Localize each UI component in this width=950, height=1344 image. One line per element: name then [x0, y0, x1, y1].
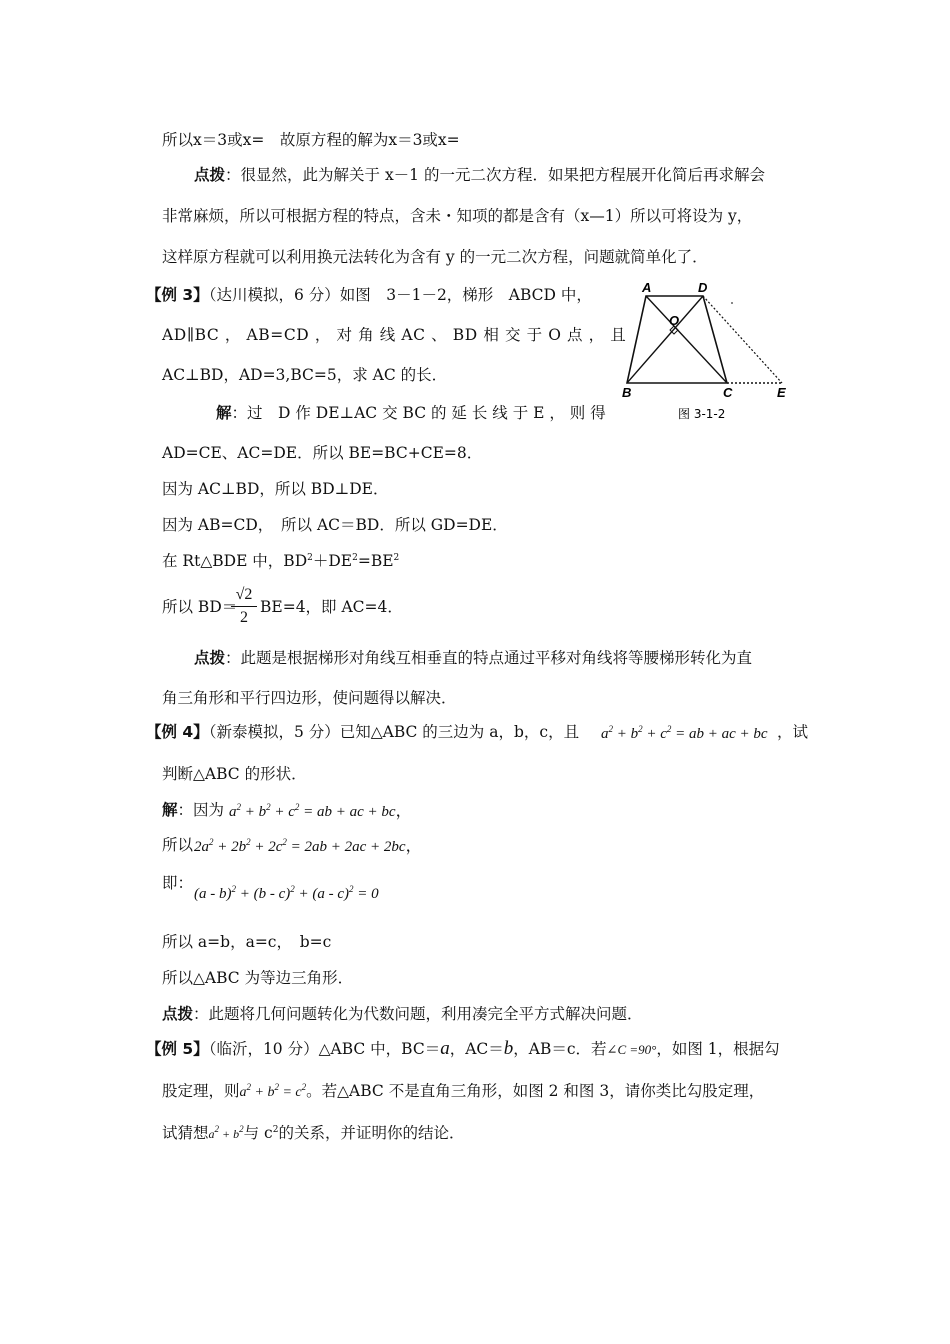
label-B: B: [622, 385, 632, 400]
example-5-tag: 【例 5】: [146, 1040, 209, 1058]
label-C: C: [723, 385, 733, 400]
example-3-line-2: AD∥BC ， AB=CD ， 对 角 线 AC 、 BD 相 交 于 O 点 ， 且: [162, 326, 627, 344]
tip-heading: 点拨: [194, 166, 226, 184]
tip-line-1: 点拨：很显然，此为解关于 x－1 的一元二次方程．如果把方程展开化简后再求解会: [194, 166, 765, 184]
fraction-denominator: 2: [240, 609, 248, 626]
example-4-solution-line-4: 所以 a=b，a=c， b=c: [162, 933, 332, 951]
example-4-line-1-end: ，试: [777, 723, 809, 741]
example-4-solution-line-5: 所以△ABC 为等边三角形．: [162, 969, 354, 987]
example-5-line-1: 【例 5】（临沂，10 分）△ABC 中，BC＝a，AC＝b，AB＝c．若∠C =90°，如图 1，根据勾: [146, 1038, 780, 1059]
solution-conclusion-line: 所以x＝3或x= 故原方程的解为x＝3或x=: [162, 131, 460, 149]
label-E: E: [777, 385, 786, 400]
tip-line-3: 这样原方程就可以利用换元法转化为含有 y 的一元二次方程，问题就简单化了．: [162, 248, 708, 266]
equation-1: $a^2 + b^2 + c^2$ = ab + ac + bc: [601, 724, 768, 742]
example-3-solution-line-3: 因为 AC⊥BD，所以 BD⊥DE．: [162, 480, 389, 498]
example-3-solution-line-6b: BE=4，即 AC=4．: [260, 598, 403, 616]
fraction-sqrt2-over-2: [231, 586, 257, 627]
equation-4: (a - b)$^2$ + (b - c)$^2$ + (a - c)$^2$ = 0: [194, 884, 379, 902]
tip-line-2: 非常麻烦，所以可根据方程的特点，含未・知项的都是含有（x—1）所以可将设为 y，: [162, 207, 753, 225]
equation-2: $a^2 + b^2 + c^2$ = ab + ac + bc，: [229, 802, 412, 820]
example-4-solution-line-3: 即：: [162, 874, 194, 892]
example-3-solution-line-4: 因为 AB=CD， 所以 AC＝BD．所以 GD=DE．: [162, 516, 508, 534]
example-5-line-2: 股定理，则$a^2 + b^2 = c^2$。若△ABC 不是直角三角形，如图 2 和图 3，请你类比勾股定理，: [162, 1082, 765, 1100]
example-3-solution-line-2: AD=CE、AC=DE．所以 BE=BC+CE=8．: [162, 444, 483, 462]
label-D: D: [698, 280, 708, 295]
example-5-line-3: 试猜想$a^2 + b^2$与 $c^2$的关系，并证明你的结论．: [162, 1124, 465, 1142]
example-3-line-1: 【例 3】（达川模拟，6 分）如图 3－1－2，梯形 ABCD 中，: [146, 286, 592, 304]
solution-heading: 解: [216, 404, 232, 422]
label-A: A: [642, 280, 652, 295]
example-3-tag: 【例 3】: [146, 286, 209, 304]
example-3-tip-line-2: 角三角形和平行四边形，使问题得以解决．: [162, 689, 457, 707]
tip-heading: 点拨: [194, 649, 226, 667]
label-O: O: [669, 313, 680, 328]
example-3-tip-line-1: 点拨：此题是根据梯形对角线互相垂直的特点通过平移对角线将等腰梯形转化为直: [194, 649, 753, 667]
solution-heading: 解: [162, 801, 178, 819]
example-4-solution-line-1: 解：因为: [162, 801, 225, 819]
example-4-solution-line-2: 所以: [162, 836, 194, 854]
fraction-numerator: √2: [235, 586, 253, 603]
example-3-solution-line-5: 在 Rt△BDE 中，$BD^2+DE^2=BE^2$: [162, 552, 400, 570]
trapezoid-figure: [612, 280, 802, 429]
example-3-line-3: AC⊥BD，AD=3,BC=5，求 AC 的长．: [162, 366, 448, 384]
tip-heading: 点拨: [162, 1005, 194, 1023]
example-4-tag: 【例 4】: [146, 723, 209, 741]
equation-3: $2a^2 + 2b^2 + 2c^2 = 2ab + 2ac + 2bc$，: [194, 837, 422, 855]
example-3-solution-line-1: 解：过 D 作 DE⊥AC 交 BC 的 延 长 线 于 E ， 则 得: [216, 404, 606, 422]
trapezoid-diagram: [612, 280, 802, 425]
example-3-solution-line-6a: 所以 BD＝: [162, 598, 238, 616]
example-4-line-2: 判断△ABC 的形状．: [162, 765, 307, 783]
example-4-line-1: 【例 4】（新泰模拟，5 分）已知△ABC 的三边为 a，b，c，且: [146, 723, 580, 741]
figure-caption: 图 3-1-2: [678, 407, 726, 421]
example-4-tip-line: 点拨：此题将几何问题转化为代数问题，利用凑完全平方式解决问题．: [162, 1005, 643, 1023]
